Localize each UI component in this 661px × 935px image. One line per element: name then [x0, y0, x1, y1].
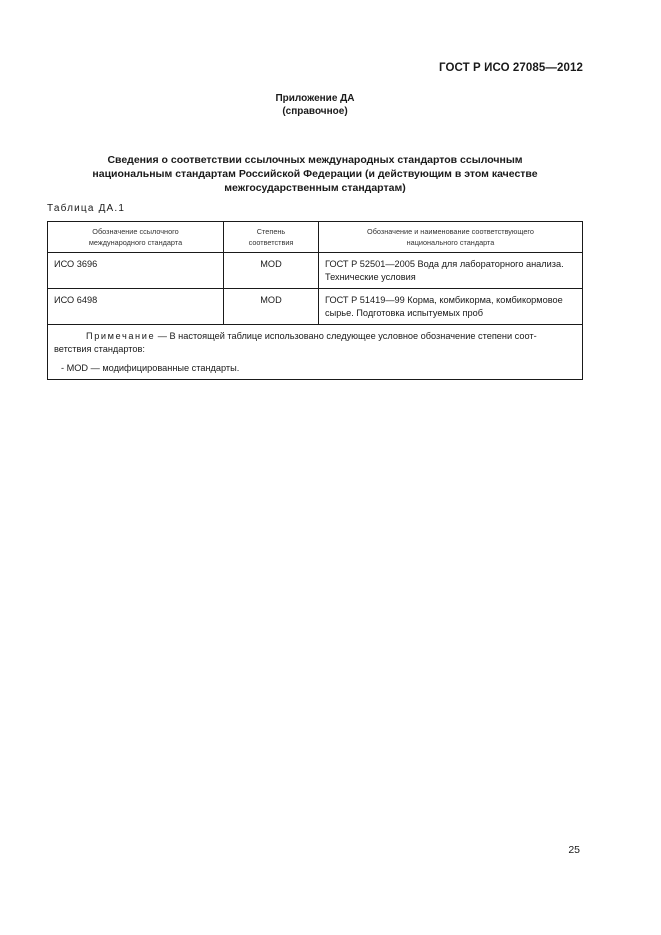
- standard-code: ГОСТ Р ИСО 27085—2012: [438, 62, 583, 74]
- header-line: Обозначение ссылочного: [92, 227, 179, 236]
- note-text-continued: ветствия стандартов:: [54, 344, 145, 354]
- annex-title-line: Сведения о соответствии ссылочных международных стандартов ссылочным: [107, 154, 523, 166]
- annex-status: (справочное): [282, 106, 348, 117]
- note-text: [54, 330, 576, 343]
- intl-standard-cell: ИСО 6498: [48, 289, 224, 325]
- column-header-intl-standard: [48, 222, 224, 253]
- annex-label: Приложение ДА: [275, 93, 355, 104]
- column-header-degree: [224, 222, 319, 253]
- column-header-national-standard: [319, 222, 583, 253]
- national-standard-line: Технические условия: [325, 271, 416, 282]
- national-standard-cell: [319, 253, 583, 289]
- national-standard-cell: [319, 289, 583, 325]
- annex-title-line: межгосударственным стандартам): [224, 182, 406, 194]
- annex-heading: [0, 92, 630, 118]
- intl-standard-cell: ИСО 3696: [48, 253, 224, 289]
- table-caption: Таблица ДА.1: [47, 203, 126, 214]
- header-line: международного стандарта: [88, 238, 183, 247]
- page-number: 25: [568, 844, 580, 856]
- correspondence-table: [47, 221, 583, 380]
- table-header-row: [48, 222, 583, 253]
- header-line: соответствия: [248, 238, 294, 247]
- header-line: Обозначение и наименование соответствующего: [367, 227, 534, 236]
- note-list-item: - MOD — модифицированные стандарты.: [61, 362, 240, 373]
- note-label: Примечание: [86, 331, 156, 341]
- annex-title-line: национальным стандартам Российской Федерации (и действующим в этом качестве: [92, 168, 538, 180]
- national-standard-line: ГОСТ Р 51419—99 Корма, комбикорма, комбикормовое: [325, 295, 563, 305]
- national-standard-line: ГОСТ Р 52501—2005 Вода для лабораторного анализа.: [325, 259, 564, 269]
- national-standard-line: сырье. Подготовка испытуемых проб: [325, 307, 483, 318]
- table-row: [48, 289, 583, 325]
- annex-title: [0, 153, 630, 195]
- table-note-row: [48, 325, 583, 380]
- degree-cell: MOD: [224, 289, 319, 325]
- degree-cell: MOD: [224, 253, 319, 289]
- table-note: [48, 325, 583, 380]
- table-row: [48, 253, 583, 289]
- header-line: Степень: [256, 227, 286, 236]
- note-body: — В настоящей таблице использовано следующее условное обозначение степени соот-: [155, 331, 537, 341]
- header-line: национального стандарта: [406, 238, 495, 247]
